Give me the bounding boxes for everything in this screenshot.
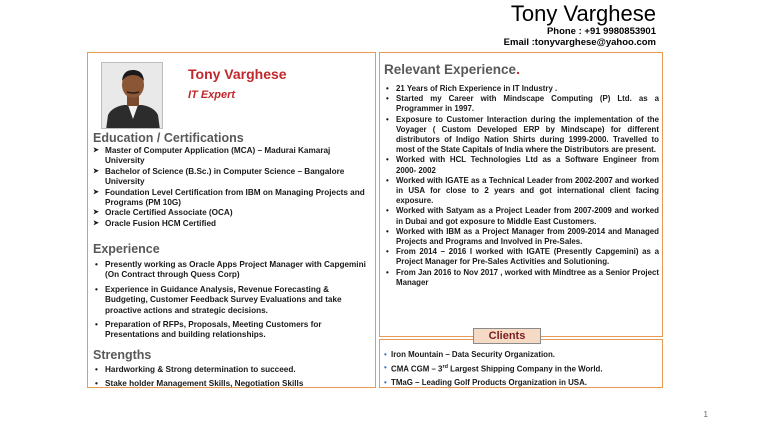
list-item: • 21 Years of Rich Experience in IT Industry .	[385, 84, 659, 94]
clients-panel	[379, 330, 663, 388]
list-item: • Worked with Satyam as a Project Leader from 2007-2009 and worked in Dubai and got exposure to Middle East Customers.	[385, 206, 659, 226]
list-item: ➤ Master of Computer Application (MCA) – Madurai Kamaraj University	[93, 146, 369, 167]
education-list	[93, 146, 369, 229]
list-item: ➤ Oracle Fusion HCM Certified	[93, 219, 369, 229]
list-item: • Stake holder Management Skills, Negotiation Skills	[93, 379, 369, 389]
experience-list	[93, 260, 369, 345]
list-item: • From 2014 – 2016 I worked with IGATE (Presently Capgemini) as a Project Manager for Pre-Sales Activities and Solutioning.	[385, 247, 659, 267]
profile-panel	[87, 52, 376, 388]
person-portrait-icon	[102, 63, 163, 129]
header-email: Email :tonyvarghese@yahoo.com	[503, 37, 656, 48]
list-item: • CMA CGM – 3rd Largest Shipping Company in the World.	[384, 361, 660, 376]
list-item: • Worked with IBM as a Project Manager from 2009-2014 and Managed Projects and Programs and Involved in Pre-Sales.	[385, 227, 659, 247]
list-item: • Experience in Guidance Analysis, Revenue Forecasting & Budgeting, Customer Feedback Survey Evaluations and take proactive actions and strategic decisions.	[93, 285, 369, 316]
profile-photo	[101, 62, 163, 129]
list-item: • Iron Mountain – Data Security Organization.	[384, 348, 660, 361]
header-phone: Phone : +91 9980853901	[546, 26, 656, 37]
list-item: • Exposure to Customer Interaction during the implementation of the Voyager ( Custom Developed ERP by Mindscape) for different distributors of Indigo Nation Shirts during 1999-2000. Travelled to most of the State Capitals of India where the Distributors are present.	[385, 115, 659, 156]
resume-header	[356, 2, 656, 48]
relevant-experience-heading: Relevant Experience.	[384, 62, 520, 77]
list-item: ➤ Bachelor of Science (B.Sc.) in Computer Science – Bangalore University	[93, 167, 369, 188]
relevant-experience-list	[385, 84, 659, 288]
clients-label: Clients	[473, 328, 541, 344]
profile-name: Tony Varghese	[188, 66, 287, 82]
list-item: • Preparation of RFPs, Proposals, Meeting Customers for Presentations and building relationships.	[93, 320, 369, 341]
page-number: 1	[703, 410, 708, 419]
list-item: ➤ Foundation Level Certification from IBM on Managing Projects and Programs (PM 10G)	[93, 188, 369, 209]
list-item: ➤ Oracle Certified Associate (OCA)	[93, 208, 369, 218]
header-name: Tony Varghese	[510, 1, 656, 26]
list-item: • Worked with HCL Technologies Ltd as a Software Engineer from 2000- 2002	[385, 155, 659, 175]
list-item: • Presently working as Oracle Apps Project Manager with Capgemini (On Contract through Quess Corp)	[93, 260, 369, 281]
clients-list	[384, 348, 660, 389]
list-item: • Hardworking & Strong determination to succeed.	[93, 365, 369, 375]
list-item: • TMaG – Leading Golf Products Organization in USA.	[384, 376, 660, 389]
education-heading: Education / Certifications	[93, 131, 244, 145]
strengths-heading: Strengths	[93, 348, 152, 362]
relevant-experience-panel	[379, 52, 663, 337]
list-item: • Started my Career with Mindscape Computing (P) Ltd. as a Programmer in 1997.	[385, 94, 659, 114]
experience-heading: Experience	[93, 242, 160, 256]
list-item: • Worked with IGATE as a Technical Leader from 2002-2007 and worked in USA for close to 2 years and got international client facing exposure.	[385, 176, 659, 207]
list-item: • From Jan 2016 to Nov 2017 , worked with Mindtree as a Senior Project Manager	[385, 268, 659, 288]
profile-role: IT Expert	[188, 89, 236, 101]
strengths-list	[93, 365, 369, 393]
